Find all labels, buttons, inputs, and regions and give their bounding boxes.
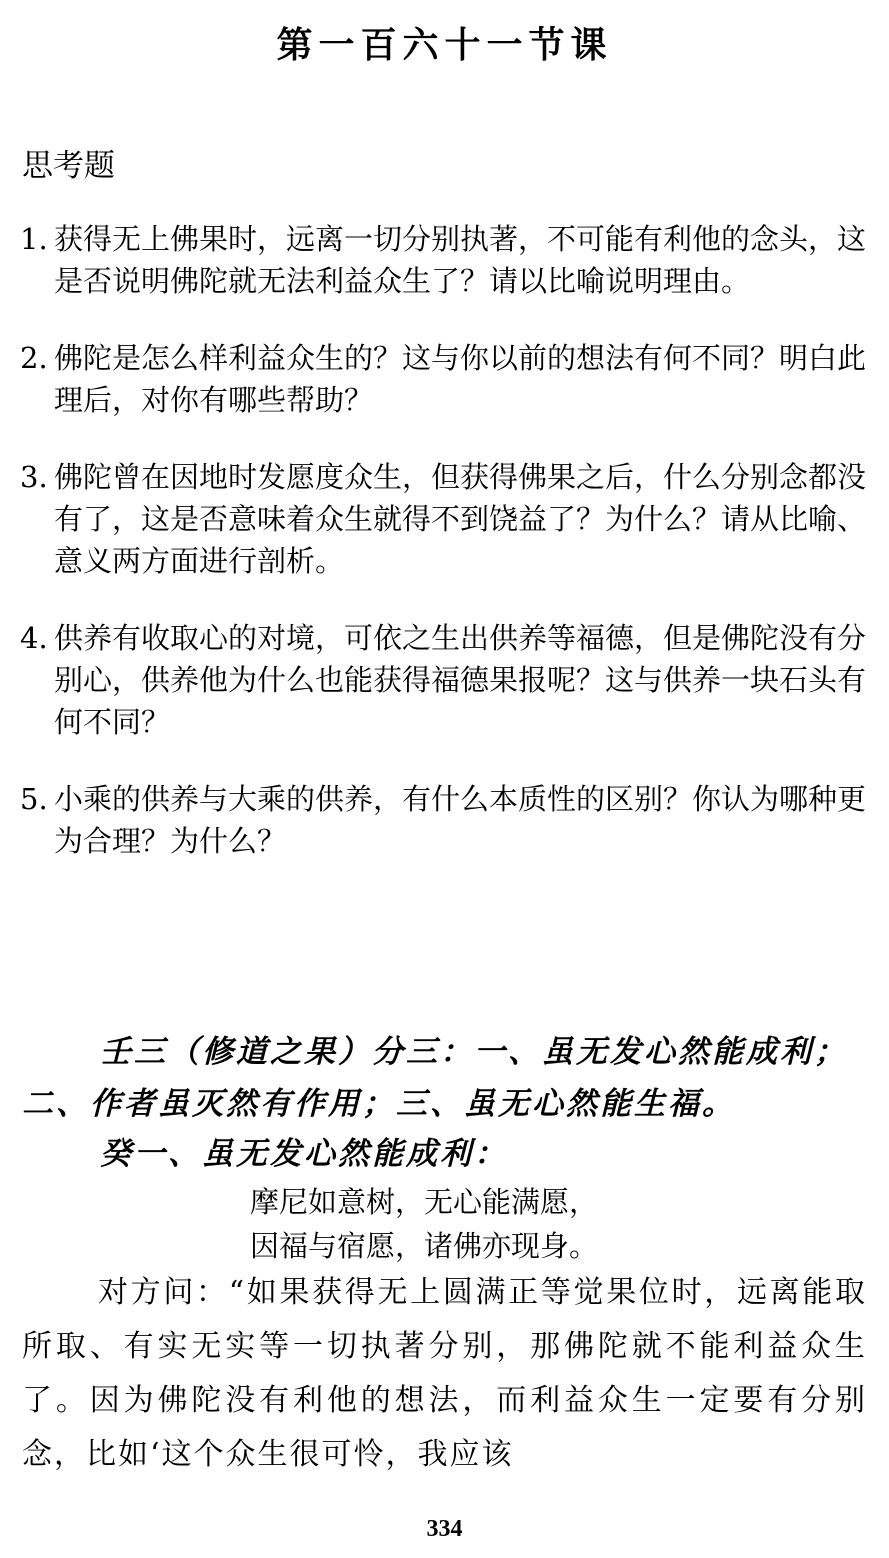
question-item: [20, 778, 870, 862]
question-text: 供养有收取心的对境，可依之生出供养等福德，但是佛陀没有分别心，供养他为什么也能获得福德果报呢？这与供养一块石头有何不同？: [54, 621, 867, 739]
question-number: 1.: [20, 222, 48, 256]
subsection-heading: 癸一、虽无发心然能成利：: [100, 1136, 508, 1172]
question-number: 4.: [20, 621, 48, 655]
question-item: [20, 617, 870, 743]
question-item: [20, 337, 870, 421]
page-number: 334: [426, 1516, 463, 1542]
section-heading-line: 二、作者虽灭然有作用；三、虽无心然能生福。: [22, 1086, 736, 1122]
question-text: 获得无上佛果时，远离一切分别执著，不可能有利他的念头，这是否说明佛陀就无法利益众生了？请以比喻说明理由。: [54, 222, 867, 298]
question-text: 佛陀曾在因地时发愿度众生，但获得佛果之后，什么分别念都没有了，这是否意味着众生就得不到饶益了？为什么？请从比喻、意义两方面进行剖析。: [54, 460, 867, 578]
questions-heading: 思考题: [22, 148, 115, 184]
page-title: 第一百六十一节课: [276, 24, 613, 66]
verse-line: 因福与宿愿，诸佛亦现身。: [250, 1229, 599, 1263]
verse-line: 摩尼如意树，无心能满愿，: [250, 1185, 599, 1219]
question-number: 3.: [20, 460, 48, 494]
body-paragraph: 对方问：“如果获得无上圆满正等觉果位时，远离能取所取、有实无实等一切执著分别，那佛陀就不能利益众生了。因为佛陀没有利他的想法，而利益众生一定要有分别念，比如‘这个众生很可怜，我应该: [22, 1275, 867, 1472]
section-heading-line: 壬三（修道之果）分三：一、虽无发心然能成利；: [100, 1034, 848, 1070]
question-list: [20, 218, 870, 897]
verse: [250, 1180, 598, 1268]
question-text: 小乘的供养与大乘的供养，有什么本质性的区别？你认为哪种更为合理？为什么？: [54, 782, 867, 858]
question-item: [20, 456, 870, 582]
question-number: 2.: [20, 341, 48, 375]
question-item: [20, 218, 870, 302]
section-heading: [22, 1026, 867, 1130]
question-text: 佛陀是怎么样利益众生的？这与你以前的想法有何不同？明白此理后，对你有哪些帮助？: [54, 341, 867, 417]
question-number: 5.: [20, 782, 48, 816]
